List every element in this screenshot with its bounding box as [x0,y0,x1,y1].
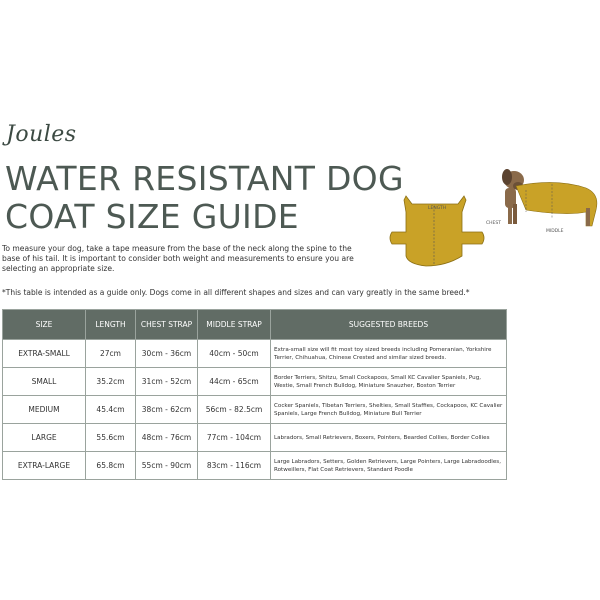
middle-strap-cell: 56cm - 82.5cm [198,396,271,424]
page-title [5,160,404,236]
table-row [3,452,507,480]
middle-label: MIDDLE [546,229,564,234]
table-row [3,396,507,424]
length-cell: 27cm [86,340,136,368]
length-cell: 65.8cm [86,452,136,480]
chest-strap-cell: 31cm - 52cm [136,368,198,396]
table-row [3,424,507,452]
length-cell: 35.2cm [86,368,136,396]
middle-strap-cell: 44cm - 65cm [198,368,271,396]
title-line-2: COAT SIZE GUIDE [5,197,299,236]
disclaimer-note: *This table is intended as a guide only. Dogs come in all different shapes and sizes and can vary greatly in the same breed.* [2,288,470,297]
table-header-row [3,310,507,340]
breeds-cell: Large Labradors, Setters, Golden Retrievers, Large Pointers, Large Labradoodles, Rotweillers, Flat Coat Retrievers, Standard Poodle [271,452,507,480]
chest-strap-cell: 38cm - 62cm [136,396,198,424]
length-cell: 45.4cm [86,396,136,424]
title-line-1: WATER RESISTANT DOG [5,159,404,198]
chest-strap-cell: 48cm - 76cm [136,424,198,452]
dachshund-illustration [502,169,597,226]
middle-strap-cell: 83cm - 116cm [198,452,271,480]
chest-label: CHEST [486,221,501,226]
size-cell: LARGE [3,424,86,452]
coat-and-dog-illustration [386,160,600,270]
header-chest-strap: CHEST STRAP [136,310,198,340]
length-label: LENGTH [428,206,447,211]
breeds-cell: Extra-small size will fit most toy sized breeds including Pomeranian, Yorkshire Terrier, Chihuahua, Chinese Crested and similar sized breeds. [271,340,507,368]
header-size: SIZE [3,310,86,340]
table-row [3,368,507,396]
size-cell: EXTRA-LARGE [3,452,86,480]
header-suggested-breeds: SUGGESTED BREEDS [271,310,507,340]
breeds-cell: Labradors, Small Retrievers, Boxers, Pointers, Bearded Collies, Border Collies [271,424,507,452]
chest-strap-cell: 30cm - 36cm [136,340,198,368]
size-guide-table [2,309,507,480]
size-cell: MEDIUM [3,396,86,424]
size-cell: EXTRA-SMALL [3,340,86,368]
table-row [3,340,507,368]
length-cell: 55.6cm [86,424,136,452]
breeds-cell: Cocker Spaniels, Tibetan Terriers, Shelties, Small Staffies, Cockapoos, KC Cavalier Spaniels, Large French Bulldog, Miniature Bull Terrier [271,396,507,424]
breeds-cell: Border Terriers, Shitzu, Small Cockapoos, Small KC Cavalier Spaniels, Pug, Westie, Small French Bulldog, Miniature Snauzher, Boston Terrier [271,368,507,396]
size-cell: SMALL [3,368,86,396]
measuring-instructions: To measure your dog, take a tape measure from the base of the neck along the spine to the base of his tail. It is important to consider both weight and measurements to ensure you are selecting an appropriate size. [2,244,354,273]
chest-strap-cell: 55cm - 90cm [136,452,198,480]
brand-logo: Joules [6,122,77,147]
header-middle-strap: MIDDLE STRAP [198,310,271,340]
middle-strap-cell: 40cm - 50cm [198,340,271,368]
header-length: LENGTH [86,310,136,340]
middle-strap-cell: 77cm - 104cm [198,424,271,452]
